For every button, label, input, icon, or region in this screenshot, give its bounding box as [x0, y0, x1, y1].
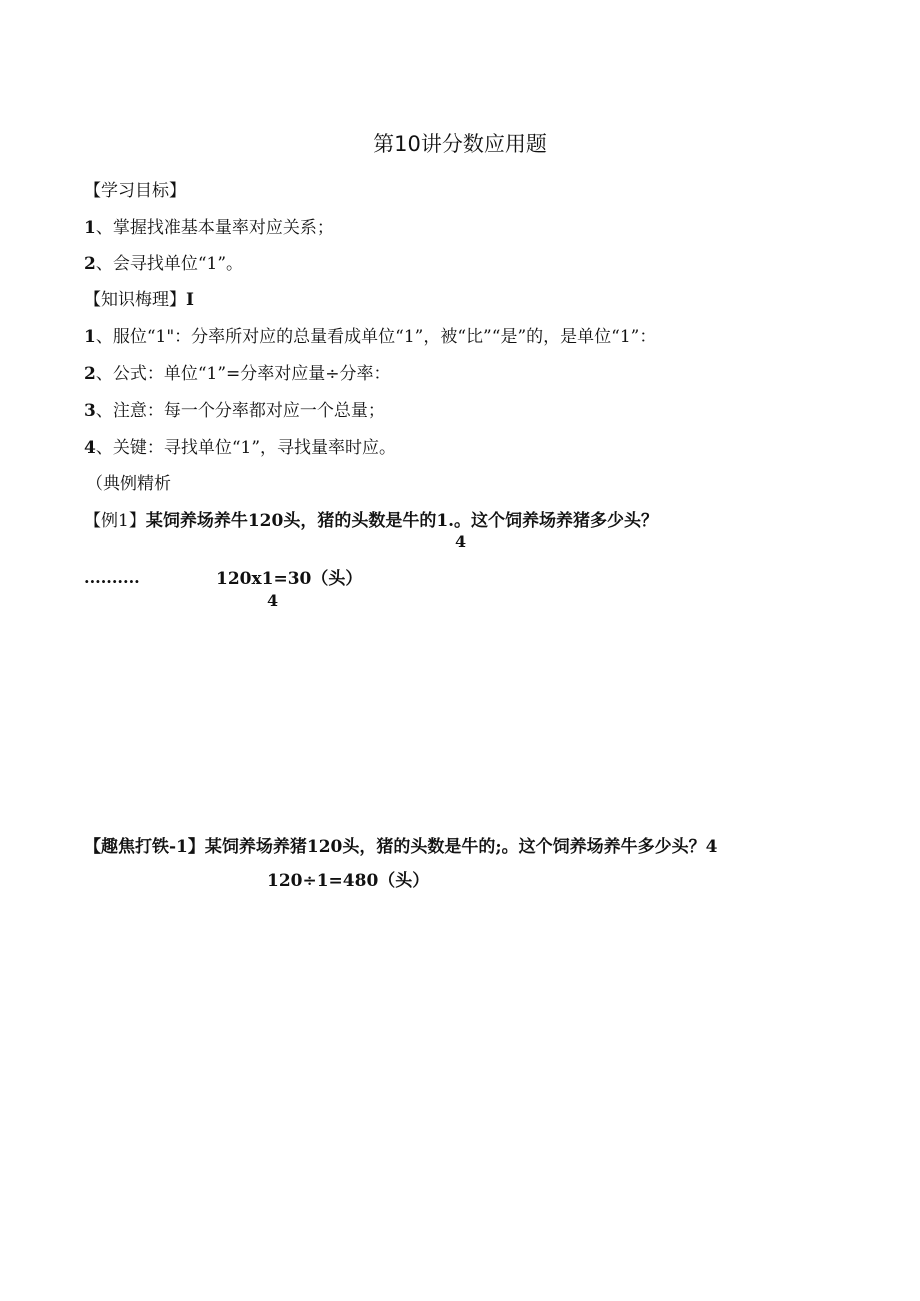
example1-question — [84, 510, 658, 532]
knowledge-item-1 — [84, 326, 656, 348]
practice1-label: 【趣焦打铁-1】 — [84, 837, 205, 857]
example1-answer-denominator: 4 — [267, 591, 279, 610]
knowledge-num-1: 1 — [84, 327, 96, 347]
objective-item-2 — [84, 253, 243, 275]
example1-answer: 120x1=30（头） — [216, 569, 363, 589]
knowledge-num-3: 3 — [84, 401, 96, 421]
knowledge-item-2 — [84, 363, 391, 385]
page-title: 第10讲分数应用题 — [373, 132, 547, 156]
example1-label: 【例1】 — [84, 511, 146, 531]
objective-text-1: 、掌握找准基本量率对应关系； — [95, 218, 334, 238]
knowledge-text-2: 、公式：单位“1”=分率对应量÷分率： — [95, 364, 391, 384]
knowledge-heading-suffix: I — [186, 290, 194, 310]
knowledge-item-4 — [84, 437, 396, 459]
examples-heading: （典例精析 — [86, 474, 171, 494]
example1-dots: .......... — [84, 568, 140, 587]
practice1-question — [84, 836, 717, 858]
knowledge-num-2: 2 — [84, 364, 96, 384]
knowledge-text-4: 、关键：寻找单位“1”，寻找量率时应。 — [95, 438, 397, 458]
objective-item-1 — [84, 217, 334, 239]
knowledge-num-4: 4 — [84, 438, 96, 458]
objective-num-2: 2 — [84, 254, 96, 274]
practice1-text: 某饲养场养猪120头，猪的头数是牛的;。这个饲养场养牛多少头？4 — [204, 837, 718, 857]
knowledge-item-3 — [84, 400, 385, 422]
example1-denominator: 4 — [455, 532, 467, 551]
knowledge-heading-text: 【知识梅理】 — [84, 290, 186, 310]
knowledge-text-1: 、服位“1"：分率所对应的总量看成单位“1”，被“比”“是”的，是单位“1”： — [95, 327, 657, 347]
knowledge-heading — [84, 289, 194, 311]
objectives-heading: 【学习目标】 — [84, 181, 186, 201]
practice1-answer: 120÷1=480（头） — [267, 871, 430, 891]
objective-num-1: 1 — [84, 218, 96, 238]
objective-text-2: 、会寻找单位“1”。 — [95, 254, 244, 274]
knowledge-text-3: 、注意：每一个分率都对应一个总量； — [95, 401, 385, 421]
example1-text: 某饲养场养牛120头，猪的头数是牛的1.。这个饲养场养猪多少头？ — [145, 511, 659, 531]
